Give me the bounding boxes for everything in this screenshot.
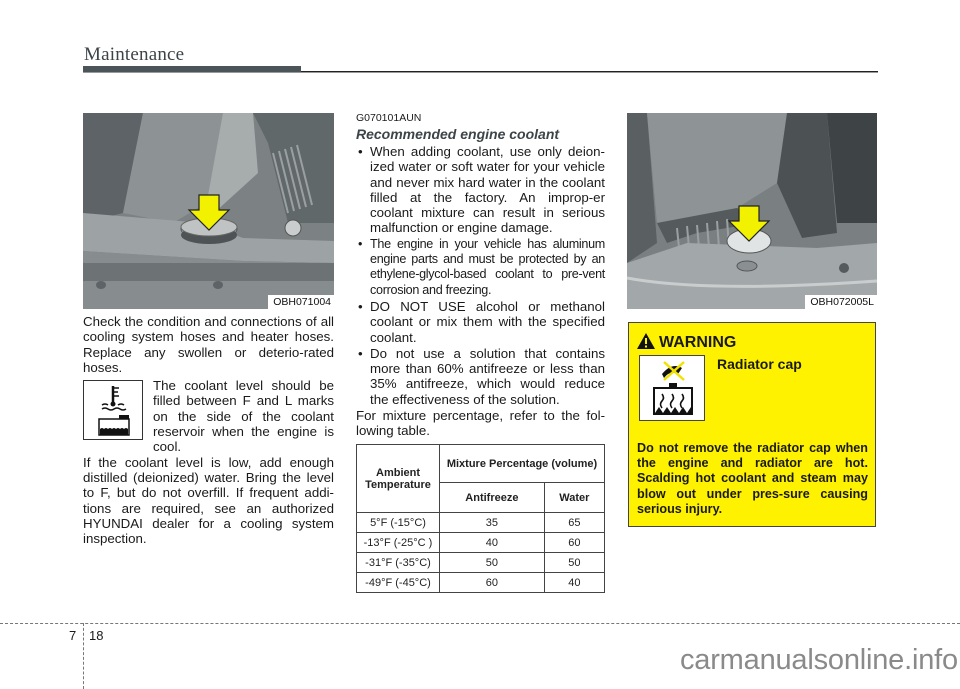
- hose-inspection-text: Check the condition and connections of all cooling system hoses and heater hoses. Replace any swollen or deterio-rated hoses.: [83, 314, 334, 375]
- list-item: • The engine in your vehicle has aluminum engine parts and must be protected by an ethylene-glycol-based coolant to pre-vent corrosion and freezing.: [356, 237, 605, 298]
- header-rule-shadow: [83, 72, 878, 73]
- figure-radiator-cap: [627, 113, 877, 309]
- table-row: [357, 533, 605, 553]
- figure-coolant-reservoir: [83, 113, 334, 309]
- page-number: 18: [89, 628, 104, 643]
- cell-antifreeze: 40: [440, 533, 545, 553]
- coolant-mixture-table: [356, 444, 605, 593]
- header-mixture-percentage: Mixture Percentage (volume): [440, 445, 605, 483]
- table-row: [357, 553, 605, 573]
- header-ambient-temperature: Ambient Temperature: [357, 445, 440, 513]
- section-number: 7: [69, 628, 77, 643]
- cell-temperature: -31°F (-35°C): [357, 553, 440, 573]
- cell-water: 40: [544, 573, 604, 593]
- footer-rule: [0, 623, 960, 624]
- cell-antifreeze: 35: [440, 513, 545, 533]
- warning-subtitle: Radiator cap: [717, 356, 802, 372]
- footer-divider: [83, 623, 84, 689]
- cell-water: 60: [544, 533, 604, 553]
- cell-water: 50: [544, 553, 604, 573]
- watermark: carmanualsonline.info: [680, 644, 958, 676]
- table-row: [357, 513, 605, 533]
- cell-temperature: -13°F (-25°C ): [357, 533, 440, 553]
- middle-column: [356, 112, 605, 439]
- warning-triangle-icon: [637, 333, 655, 349]
- engine-bay-illustration: [627, 113, 877, 309]
- engine-bay-illustration: [83, 113, 334, 309]
- list-item: • DO NOT USE alcohol or methanol coolant or mix them with the specified coolant.: [356, 299, 605, 345]
- warning-box: [628, 322, 876, 527]
- figure-code: OBH072005L: [805, 295, 877, 309]
- cell-water: 65: [544, 513, 604, 533]
- warning-label: WARNING: [659, 334, 737, 351]
- left-column: [83, 314, 334, 546]
- low-coolant-text: If the coolant level is low, add enough distilled (deionized) water. Bring the level to F, but do not overfill. If frequent addi-tions are required, see an authorized HYUNDAI dealer for a cooling system inspection.: [83, 454, 334, 547]
- figure-code: OBH071004: [268, 295, 334, 309]
- section-code: G070101AUN: [356, 112, 422, 124]
- cell-antifreeze: 60: [440, 573, 545, 593]
- list-item: • When adding coolant, use only deion-ized water or soft water for your vehicle and never mix hard water in the coolant filled at the factory. An improp-er coolant mixture can result in serious malfunction or engine damage.: [356, 144, 605, 236]
- list-item: • Do not use a solution that contains more than 60% antifreeze or less than 35% antifreeze, which would reduce the effectiveness of the solution.: [356, 346, 605, 407]
- section-title: Recommended engine coolant: [356, 126, 560, 142]
- warning-heading: [637, 333, 736, 352]
- cell-temperature: 5°F (-15°C): [357, 513, 440, 533]
- cell-antifreeze: 50: [440, 553, 545, 573]
- coolant-bullet-list: [356, 144, 605, 407]
- coolant-level-icon: [83, 380, 143, 440]
- header-antifreeze: Antifreeze: [440, 483, 545, 513]
- coolant-level-text: The coolant level should be filled between F and L marks on the side of the coolant reservoir when the engine is cool.: [153, 378, 334, 455]
- table-intro-text: For mixture percentage, refer to the fol-lowing table.: [356, 408, 605, 439]
- hot-radiator-icon: [639, 355, 705, 421]
- cell-temperature: -49°F (-45°C): [357, 573, 440, 593]
- table-row: [357, 573, 605, 593]
- page-header-title: Maintenance: [84, 44, 185, 65]
- header-water: Water: [544, 483, 604, 513]
- warning-body: Do not remove the radiator cap when the engine and radiator are hot. Scalding hot coolant and steam may blow out under pres-sure causing serious injury.: [637, 441, 868, 516]
